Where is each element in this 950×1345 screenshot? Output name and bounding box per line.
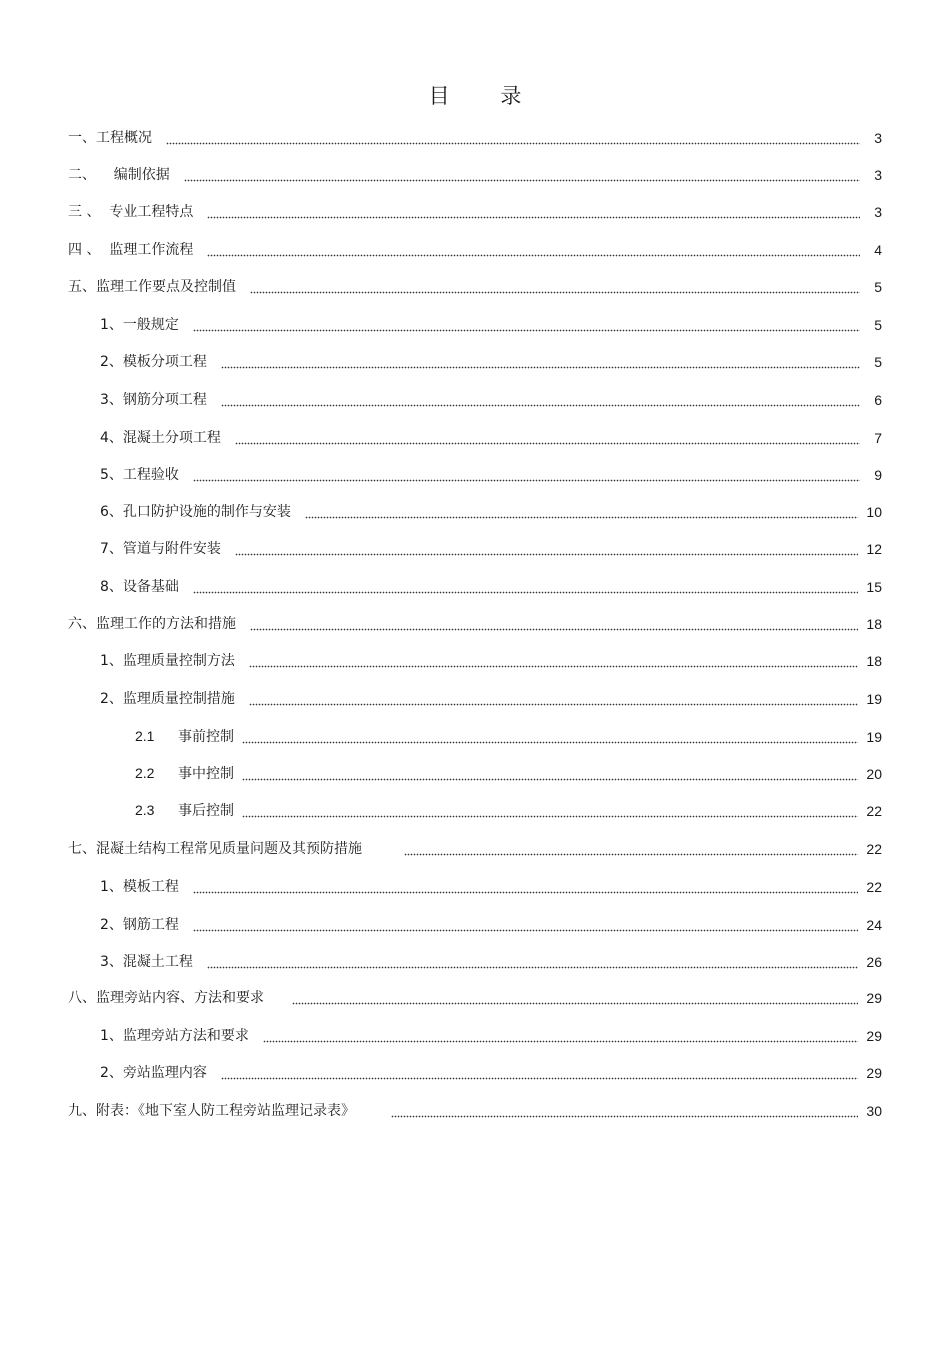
toc-entry[interactable] — [68, 277, 882, 297]
toc-page-number: 10 — [866, 504, 882, 520]
dot-leader — [193, 577, 859, 597]
toc-page-number: 5 — [874, 317, 882, 333]
dot-leader — [207, 240, 860, 260]
dot-leader — [193, 915, 859, 935]
dot-leader — [193, 465, 860, 485]
toc-entry[interactable] — [100, 315, 882, 335]
toc-entry-label: 8、设备基础 — [100, 579, 179, 595]
toc-entry-label — [135, 800, 234, 821]
toc-entry-label: 六、监理工作的方法和措施 — [68, 616, 236, 632]
toc-page-number: 22 — [866, 841, 882, 857]
toc-entry[interactable] — [100, 689, 882, 709]
toc-entry[interactable] — [100, 502, 882, 522]
dot-leader — [242, 727, 858, 747]
toc-entry[interactable] — [100, 577, 882, 597]
toc-entry-label — [135, 726, 234, 747]
toc-page-number: 3 — [874, 204, 882, 220]
toc-page-number: 3 — [874, 130, 882, 146]
toc-title: 目 录 — [428, 84, 544, 108]
dot-leader — [235, 539, 859, 559]
dot-leader — [292, 988, 858, 1008]
toc-entry-label: 1、监理质量控制方法 — [100, 653, 235, 669]
toc-page-number: 24 — [866, 917, 882, 933]
toc-entry-label — [135, 763, 234, 784]
dot-leader — [249, 689, 859, 709]
dot-leader — [391, 1101, 858, 1121]
toc-entry-label: 七、混凝土结构工程常见质量问题及其预防措施 — [68, 841, 362, 857]
toc-entry[interactable] — [100, 877, 882, 897]
toc-entry[interactable] — [68, 128, 882, 148]
dot-leader — [193, 877, 859, 897]
toc-entry-label: 3、混凝土工程 — [100, 954, 193, 970]
toc-entry-label: 八、监理旁站内容、方法和要求 — [68, 990, 264, 1006]
toc-section-number: 2.1 — [135, 728, 155, 744]
toc-entry[interactable] — [135, 801, 882, 821]
toc-entry[interactable] — [68, 1101, 882, 1121]
toc-entry-label: 2、旁站监理内容 — [100, 1065, 207, 1081]
toc-entry[interactable] — [100, 651, 882, 671]
dot-leader — [221, 1063, 859, 1083]
dot-leader — [221, 390, 860, 410]
toc-entry-text: 事中控制 — [178, 766, 234, 782]
toc-entry-label: 1、模板工程 — [100, 879, 179, 895]
toc-page-number: 22 — [866, 879, 882, 895]
toc-page-number: 3 — [874, 167, 882, 183]
toc-entry-label: 2、钢筋工程 — [100, 917, 179, 933]
toc-page-number: 7 — [874, 430, 882, 446]
toc-entry-label: 2、监理质量控制措施 — [100, 691, 235, 707]
toc-page-number: 26 — [866, 954, 882, 970]
toc-entry-label: 四 、 监理工作流程 — [68, 242, 194, 258]
toc-page-number: 19 — [866, 729, 882, 745]
toc-entry-label: 4、混凝土分项工程 — [100, 430, 221, 446]
dot-leader — [184, 165, 860, 185]
toc-entry[interactable] — [100, 352, 882, 372]
dot-leader — [193, 315, 860, 335]
toc-page-number: 18 — [866, 616, 882, 632]
toc-entry[interactable] — [135, 764, 882, 784]
toc-page-number: 6 — [874, 392, 882, 408]
toc-section-number: 2.3 — [135, 802, 155, 818]
toc-entry-label: 三 、 专业工程特点 — [68, 204, 194, 220]
dot-leader — [221, 352, 860, 372]
toc-entry[interactable] — [68, 614, 882, 634]
toc-entry[interactable] — [100, 952, 882, 972]
toc-entry[interactable] — [100, 539, 882, 559]
toc-page-number: 30 — [866, 1103, 882, 1119]
dot-leader — [249, 651, 859, 671]
toc-page-number: 22 — [866, 803, 882, 819]
toc-entry-label: 5、工程验收 — [100, 467, 179, 483]
toc-entry[interactable] — [68, 240, 882, 260]
toc-page-number: 5 — [874, 279, 882, 295]
dot-leader — [242, 801, 858, 821]
toc-entry-text: 事后控制 — [178, 803, 234, 819]
dot-leader — [166, 128, 860, 148]
dot-leader — [305, 502, 859, 522]
toc-entry-label: 7、管道与附件安装 — [100, 541, 221, 557]
toc-page-number: 12 — [866, 541, 882, 557]
toc-page-number: 18 — [866, 653, 882, 669]
toc-entry-label: 九、附表：《地下室人防工程旁站监理记录表》 — [68, 1103, 355, 1119]
toc-entry-label: 一、工程概况 — [68, 130, 152, 146]
toc-page-number: 19 — [866, 691, 882, 707]
dot-leader — [235, 428, 860, 448]
toc-entry-label: 1、监理旁站方法和要求 — [100, 1028, 249, 1044]
toc-page-number: 15 — [866, 579, 882, 595]
toc-page-number: 20 — [866, 766, 882, 782]
toc-page-number: 29 — [866, 1028, 882, 1044]
toc-entry[interactable] — [100, 915, 882, 935]
toc-entry[interactable] — [68, 202, 882, 222]
toc-entry-label: 3、钢筋分项工程 — [100, 392, 207, 408]
toc-entry[interactable] — [68, 165, 882, 185]
toc-entry[interactable] — [68, 839, 882, 859]
dot-leader — [207, 202, 860, 222]
toc-page-number: 9 — [874, 467, 882, 483]
toc-entry[interactable] — [135, 727, 882, 747]
toc-entry[interactable] — [100, 1026, 882, 1046]
toc-page-number: 29 — [866, 1065, 882, 1081]
toc-page-number: 5 — [874, 354, 882, 370]
toc-entry-label: 2、模板分项工程 — [100, 354, 207, 370]
dot-leader — [404, 839, 858, 859]
toc-entry-label: 1、一般规定 — [100, 317, 179, 333]
dot-leader — [242, 764, 858, 784]
toc-section-number: 2.2 — [135, 765, 155, 781]
toc-page-number: 4 — [874, 242, 882, 258]
dot-leader — [207, 952, 859, 972]
toc-entry[interactable] — [100, 1063, 882, 1083]
toc-entry-label: 二、 编制依据 — [68, 167, 170, 183]
toc-entry[interactable] — [100, 390, 882, 410]
toc-entry[interactable] — [100, 465, 882, 485]
toc-entry[interactable] — [100, 428, 882, 448]
toc-entry-label: 6、孔口防护设施的制作与安装 — [100, 504, 291, 520]
dot-leader — [250, 614, 858, 634]
dot-leader — [250, 277, 860, 297]
toc-entry-label: 五、监理工作要点及控制值 — [68, 279, 236, 295]
toc-entry[interactable] — [68, 988, 882, 1008]
dot-leader — [263, 1026, 859, 1046]
toc-page-number: 29 — [866, 990, 882, 1006]
toc-entry-text: 事前控制 — [178, 729, 234, 745]
